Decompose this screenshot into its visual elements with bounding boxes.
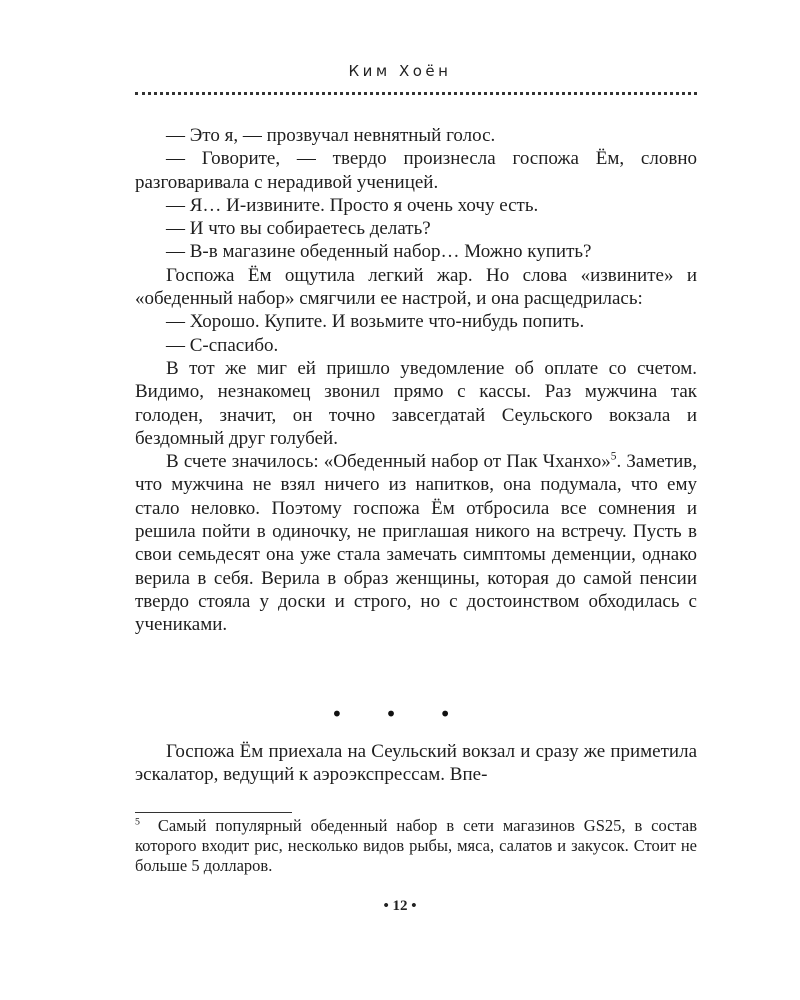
paragraph-5: — В-в магазине обеденный набор… Можно купить? — [166, 241, 592, 263]
footnote-text: Самый популярный обеденный набор в сети магазинов GS25, в состав которого входит рис, несколько видов рыбы, мяса, салатов и закусок. Стоит не больше 5 долларов. — [135, 816, 698, 875]
paragraph-11: Госпожа Ём приехала на Сеульский вокзал и сразу же приметила эскалатор, ведущий к аэроэкспрессам. Впе- — [135, 741, 697, 786]
paragraph-2: — Говорите, — твердо произнесла госпожа Ём, словно разговаривала с нерадивой ученицей. — [135, 148, 697, 193]
paragraph-8: — С-спасибо. — [166, 334, 279, 356]
paragraph-10-start: В счете значилось: «Обеденный набор от Пак Чханхо» — [166, 451, 611, 473]
paragraph-9: В тот же миг ей пришло уведомление об оплате со счетом. Видимо, незнакомец звонил прямо с кассы. Раз мужчина так голоден, значит, он точно завсегдатай Сеульского вокзала и бездомный друг голубей. — [135, 357, 697, 449]
paragraph-10-end: . Заметив, что мужчина не взял ничего из напитков, она подумала, что ему стало неловко. Поэтому госпожа Ём отбросила все сомнения и решила пойти в одиночку, не приглашая никого на встречу. Пусть в свои семьдесят она уже стала замечать симптомы деменции, однако верила в себя. Верила в образ женщины, которая до самой пенсии твердо стояла у доски и строго, но с достоинством обходилась с учениками. — [135, 451, 697, 636]
paragraph-4: — И что вы собираетесь делать? — [166, 218, 431, 240]
paragraph-1: — Это я, — прозвучал невнятный голос. — [166, 125, 496, 146]
paragraph-3: — Я… И-извините. Просто я очень хочу есть. — [166, 194, 539, 216]
main-text — [135, 124, 697, 637]
footnote-reference: 5 — [610, 450, 617, 463]
paragraph-7: — Хорошо. Купите. И возьмите что-нибудь попить. — [166, 311, 585, 333]
header-dotted-rule — [135, 92, 697, 95]
footnote — [135, 816, 697, 876]
page-number: • 12 • — [383, 898, 417, 914]
footnote-rule — [135, 812, 292, 813]
paragraph-10 — [135, 450, 697, 636]
section-break: • • • — [330, 702, 470, 726]
paragraph-6: Госпожа Ём ощутила легкий жар. Но слова «извините» и «обеденный набор» смягчили ее настрой, и она расщедрилась: — [135, 264, 697, 310]
running-header: Ким Хоён — [348, 62, 452, 80]
continuing-text — [135, 740, 697, 787]
footnote-number: 5 — [135, 816, 140, 828]
